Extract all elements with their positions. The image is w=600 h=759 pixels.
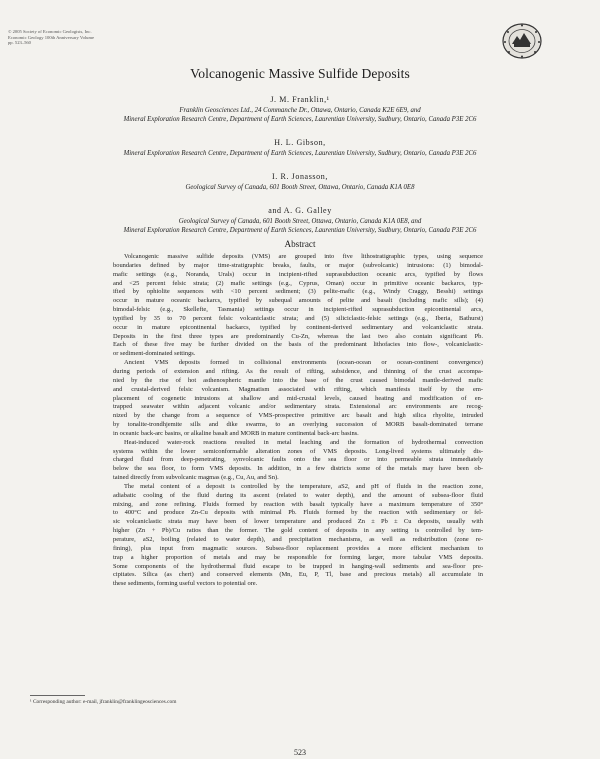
abstract-line: Deposits in the first three types are predominantly Cu-Zn, whereas the last two also contain significant Pb. bbox=[113, 332, 483, 340]
abstract-line: or sediment-dominated settings. bbox=[113, 350, 196, 358]
abstract-line: in oceanic back-arc basins, or alkaline basalt and MORB in mature continental back-arc basins. bbox=[113, 429, 359, 437]
abstract-line: during periods of extension and rifting. As the result of rifting, subsidence, and thinning of the crust accompa- bbox=[113, 367, 483, 375]
footnote-divider bbox=[30, 695, 85, 696]
abstract-line: these sediments, forming useful vectors to potential ore. bbox=[113, 580, 258, 588]
abstract-line: sic volcaniclastic strata may have been of lower temperature and produced Zn ± Pb ± Cu deposits, usually with bbox=[113, 518, 483, 526]
abstract-line: charged fluid from deep-penetrating, synvolcanic faults onto the sea floor or into permeable strata immediately bbox=[113, 456, 483, 464]
abstract-body bbox=[113, 253, 483, 589]
abstract-line: adiabatic cooling of the fluid during its ascent (related to water depth), and the amount of subsea-floor fluid bbox=[113, 491, 483, 499]
abstract-line: and <25 percent felsic strata; (2) mafic settings (e.g., Cyprus, Oman) occur in primitive oceanic backarcs, typ- bbox=[113, 279, 483, 287]
page-number: 523 bbox=[294, 748, 306, 757]
abstract-line: occur in mature oceanic backarcs, typified by subequal amounts of pelite and basalt (including mafic sills); (4) bbox=[113, 297, 483, 305]
author-name: H. L. Gibson, bbox=[274, 138, 326, 147]
author-affiliation: Geological Survey of Canada, 601 Booth Street, Ottawa, Ontario, Canada K1A 0E8, and bbox=[178, 218, 422, 225]
society-seal-logo bbox=[500, 22, 544, 60]
author-name: I. R. Jonasson, bbox=[272, 172, 328, 181]
abstract-line: Volcanogenic massive sulfide deposits (VMS) are grouped into five lithostratigraphic types, using sequence bbox=[124, 253, 483, 260]
author-name: J. M. Franklin,¹ bbox=[270, 95, 330, 104]
abstract-line: fining), plus input from magmatic sources. Subsea-floor replacement provides a more efficient mechanism to bbox=[113, 544, 483, 552]
abstract-line: below the sea floor, to form VMS deposits. In addition, in a few districts some of the metals may have been ob- bbox=[113, 465, 483, 473]
abstract-line: occur in mature epicontinental backarcs, typified by continent-derived sedimentary and volcaniclastic strata. bbox=[113, 323, 483, 331]
abstract-paragraph bbox=[113, 359, 483, 439]
abstract-line: ified by ophiolite sequences with <10 percent sediment; (3) pelite-mafic (e.g., Windy Craggy, Besshi) settings bbox=[113, 288, 483, 296]
paper-title: Volcanogenic Massive Sulfide Deposits bbox=[190, 66, 410, 81]
abstract-paragraph bbox=[113, 483, 483, 589]
author-affiliation: Mineral Exploration Research Centre, Department of Earth Sciences, Laurentian University, Sudbury, Ontario, Canada P3E 2C6 bbox=[123, 150, 477, 157]
abstract-line: Heat-induced water-rock reactions resulted in metal leaching and the formation of hydrothermal convection bbox=[124, 438, 483, 446]
footnote: ¹ Corresponding author: e-mail, jfranklin@franklingeosciences.com bbox=[30, 699, 177, 705]
abstract-line: Ancient VMS deposits formed in collisional environments (ocean-ocean or ocean-continent convergence) bbox=[124, 359, 483, 367]
author-affiliation: Franklin Geosciences Ltd., 24 Commanche Dr., Ottawa, Ontario, Canada K2E 6E9, and bbox=[179, 107, 421, 114]
journal-header bbox=[8, 29, 208, 46]
abstract-line: placement of cogenetic intrusions at shallow and mid-crustal levels, caused heating and modification of en- bbox=[113, 394, 483, 402]
abstract-line: mafic settings (e.g., Noranda, Urals) occur in incipient-rifted suprasubduction oceanic arcs, typified by flows bbox=[113, 270, 483, 278]
author-name: and A. G. Galley bbox=[268, 206, 332, 215]
abstract-line: boundaries defined by major time-stratigraphic breaks, faults, or major (subvolcanic) intrusions: (1) bimodal- bbox=[113, 261, 483, 269]
author-affiliation: Geological Survey of Canada, 601 Booth Street, Ottawa, Ontario, Canada K1A 0E8 bbox=[185, 184, 415, 191]
abstract-line: mixing, and zone refining. Fluids formed by reaction with basalt typically have a maximum temperature of 350° bbox=[113, 500, 483, 508]
abstract-line: Some components of the hydrothermal fluid escape to be trapped in hanging-wall sediments and sea-floor pre- bbox=[113, 562, 483, 570]
author-affiliation: Mineral Exploration Research Centre, Department of Earth Sciences, Laurentian University, Sudbury, Ontario, Canada P3E 2C6 bbox=[123, 227, 477, 234]
abstract-line: perature, aS2, boiling (related to water depth), and precipitation mechanisms, as well as redistribution (zone re- bbox=[113, 536, 483, 543]
author-affiliation: Mineral Exploration Research Centre, Department of Earth Sciences, Laurentian University, Sudbury, Ontario, Canada P3E 2C6 bbox=[123, 116, 477, 123]
abstract-line: to 400°C and produce Zn-Cu deposits with minimal Pb. Fluids formed by the reaction with sedimentary or fel- bbox=[113, 509, 483, 517]
abstract-line: trapped seawater within adjacent volcanic and/or sedimentary strata. Extensional arc environments are recog- bbox=[113, 403, 483, 411]
abstract-heading: Abstract bbox=[284, 239, 316, 249]
abstract-line: bimodal-felsic (e.g., Skellefte, Tasmania) settings occur in incipient-rifted suprasubduction epicontinental arcs, bbox=[113, 306, 483, 314]
abstract-line: nized by the change from a sequence of VMS-prospective primitive arc basalt and high silica rhyolite, intruded bbox=[113, 412, 483, 420]
abstract-paragraph bbox=[113, 439, 483, 483]
abstract-line: typified by 35 to 70 percent felsic volcaniclastic strata; and (5) siliciclastic-felsic settings (e.g., Iberia, Bathurst) bbox=[113, 314, 483, 322]
abstract-paragraph bbox=[113, 253, 483, 359]
abstract-line: cipitates. Silica (as chert) and conserved elements (Mn, Eu, P, Tl, base and precious metals) all accumulate in bbox=[113, 571, 483, 579]
abstract-line: Each of these five may be further divided on the basis of the predominant lithofacies into flow-, volcaniclastic- bbox=[113, 341, 483, 349]
abstract-line: nied by the rise of hot asthenospheric mantle into the base of the crust caused bimodal mantle-derived mafic bbox=[113, 376, 483, 384]
abstract-line: by tonalite-trondhjemite sills and dike swarms, to an overlying succession of MORB basalt-dominated terrane bbox=[113, 421, 483, 429]
header-line: Economic Geology 100th Anniversary Volume bbox=[8, 34, 95, 40]
abstract-line: trap a higher proportion of metals and may be responsible for forming larger, more tabular VMS deposits. bbox=[113, 553, 483, 561]
abstract-line: higher (Zn + Pb)/Cu ratios than the former. The gold content of deposits in any setting is controlled by tem- bbox=[113, 527, 483, 535]
abstract-line: systems within the lower semiconformable alteration zones of VMS deposits. Long-lived systems ultimately dis- bbox=[113, 447, 483, 455]
abstract-line: tained directly from subvolcanic magmas (e.g., Cu, Au, and Sn). bbox=[113, 474, 279, 482]
header-line: pp. 523–560 bbox=[8, 40, 31, 46]
header-line: © 2005 Society of Economic Geologists, Inc. bbox=[8, 29, 92, 34]
abstract-line: and crustal-derived felsic volcanism. Magmatism associated with rifting, which manifests itself by the em- bbox=[113, 385, 483, 393]
abstract-line: The metal content of a deposit is controlled by the temperature, aS2, and pH of fluids in the reaction zone, bbox=[124, 482, 483, 490]
